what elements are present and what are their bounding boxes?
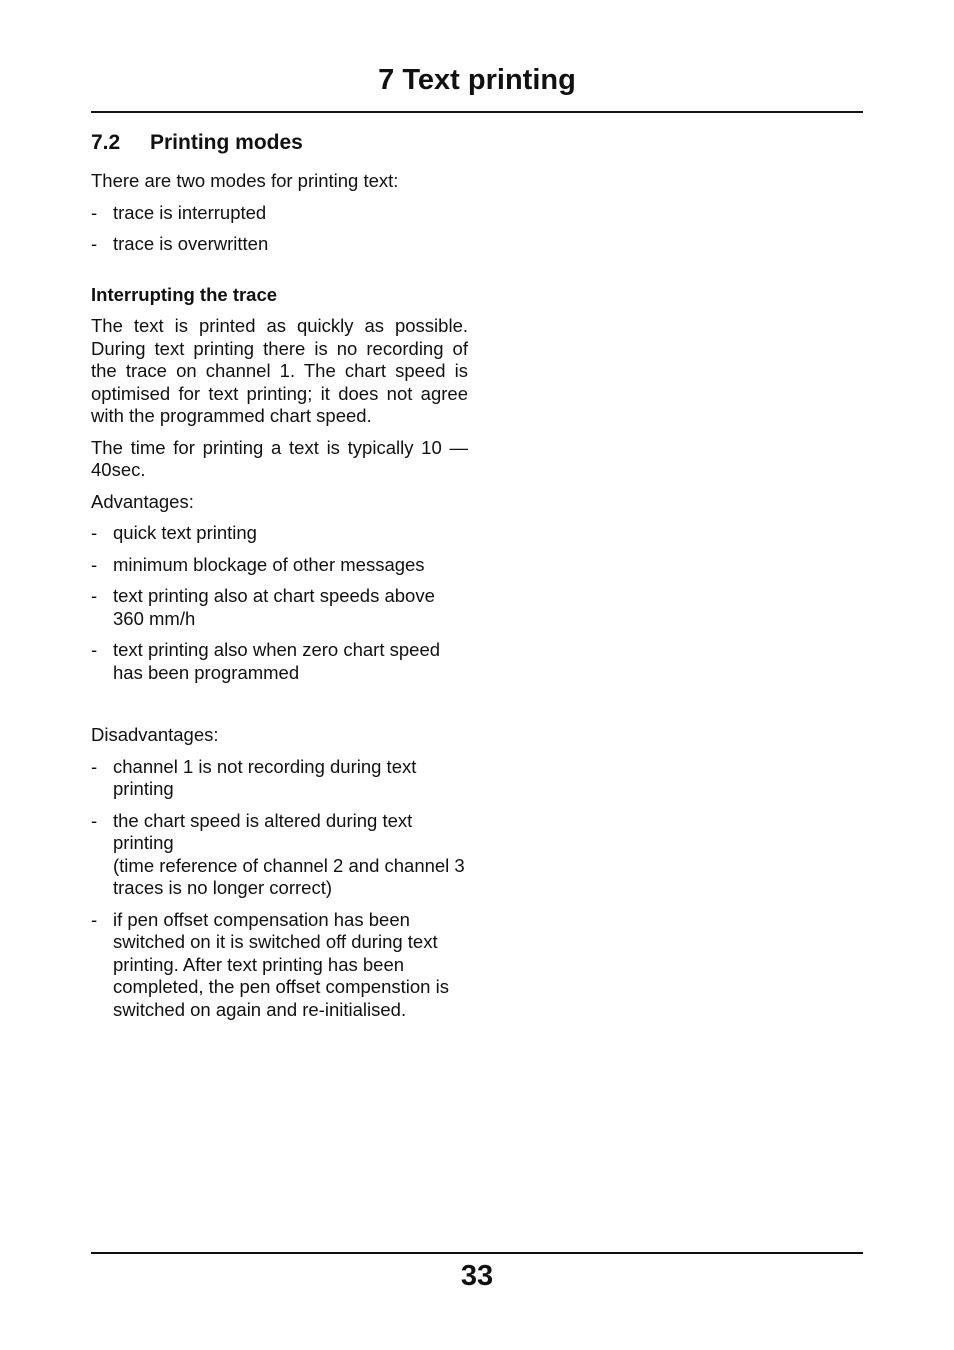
advantages-label: Advantages: (91, 490, 194, 512)
disadvantages-list (91, 756, 468, 1022)
list-marker: - (91, 809, 98, 831)
list-item-text: quick text printing (113, 522, 257, 543)
list-marker: - (91, 755, 98, 777)
list-item-text: trace is overwritten (113, 233, 269, 254)
list-item-text: trace is interrupted (113, 201, 267, 223)
list-item (91, 810, 468, 900)
list-marker: - (91, 201, 98, 223)
list-item (91, 202, 468, 225)
list-marker: - (91, 233, 98, 254)
main-content (91, 128, 468, 1030)
list-item (91, 639, 468, 684)
section-number: 7.2 (91, 131, 121, 154)
modes-list (91, 202, 468, 256)
paragraph: The text is printed as quickly as possible. During text printing there is no recording of the trace on channel 1. The chart speed is optimised for text printing; it does not agree with the programmed chart speed. (91, 315, 468, 426)
paragraph: The time for printing a text is typically 10 — 40sec. (91, 436, 468, 480)
list-item (91, 756, 468, 801)
list-marker: - (91, 553, 98, 575)
list-marker: - (91, 585, 98, 606)
list-marker: - (91, 522, 98, 543)
list-item-text: the chart speed is altered during text printing (113, 809, 413, 853)
list-marker: - (91, 908, 98, 930)
intro-text: There are two modes for printing text: (91, 170, 399, 191)
list-item-text: text printing also at chart speeds above 360 mm/h (113, 585, 435, 629)
list-marker: - (91, 639, 98, 660)
page-number: 33 (460, 1260, 494, 1292)
disadvantages-label: Disadvantages: (91, 724, 219, 745)
section-title: Printing modes (150, 131, 303, 154)
chapter-title: 7 Text printing (378, 64, 576, 96)
list-item (91, 522, 468, 545)
footer-rule (91, 1252, 863, 1254)
spacer (91, 693, 468, 724)
subheading-interrupting: Interrupting the trace (91, 283, 278, 305)
list-item-text: text printing also when zero chart speed has been programmed (113, 639, 441, 683)
list-item-text: minimum blockage of other messages (113, 553, 425, 575)
list-item-note: (time reference of channel 2 and channel 3 traces is no longer correct) (113, 854, 465, 898)
spacer (91, 265, 468, 284)
list-item-text: channel 1 is not recording during text printing (113, 755, 417, 799)
list-item (91, 554, 468, 577)
header-rule (91, 111, 863, 113)
section-heading (91, 128, 468, 158)
list-item (91, 585, 468, 630)
list-item-text: if pen offset compensation has been switched on it is switched off during text printing. After text printing has been completed, the pen offset compenstion is switched on again and re-initialised. (113, 908, 449, 1020)
list-item (91, 909, 468, 1022)
advantages-list (91, 522, 468, 684)
list-item (91, 233, 468, 256)
